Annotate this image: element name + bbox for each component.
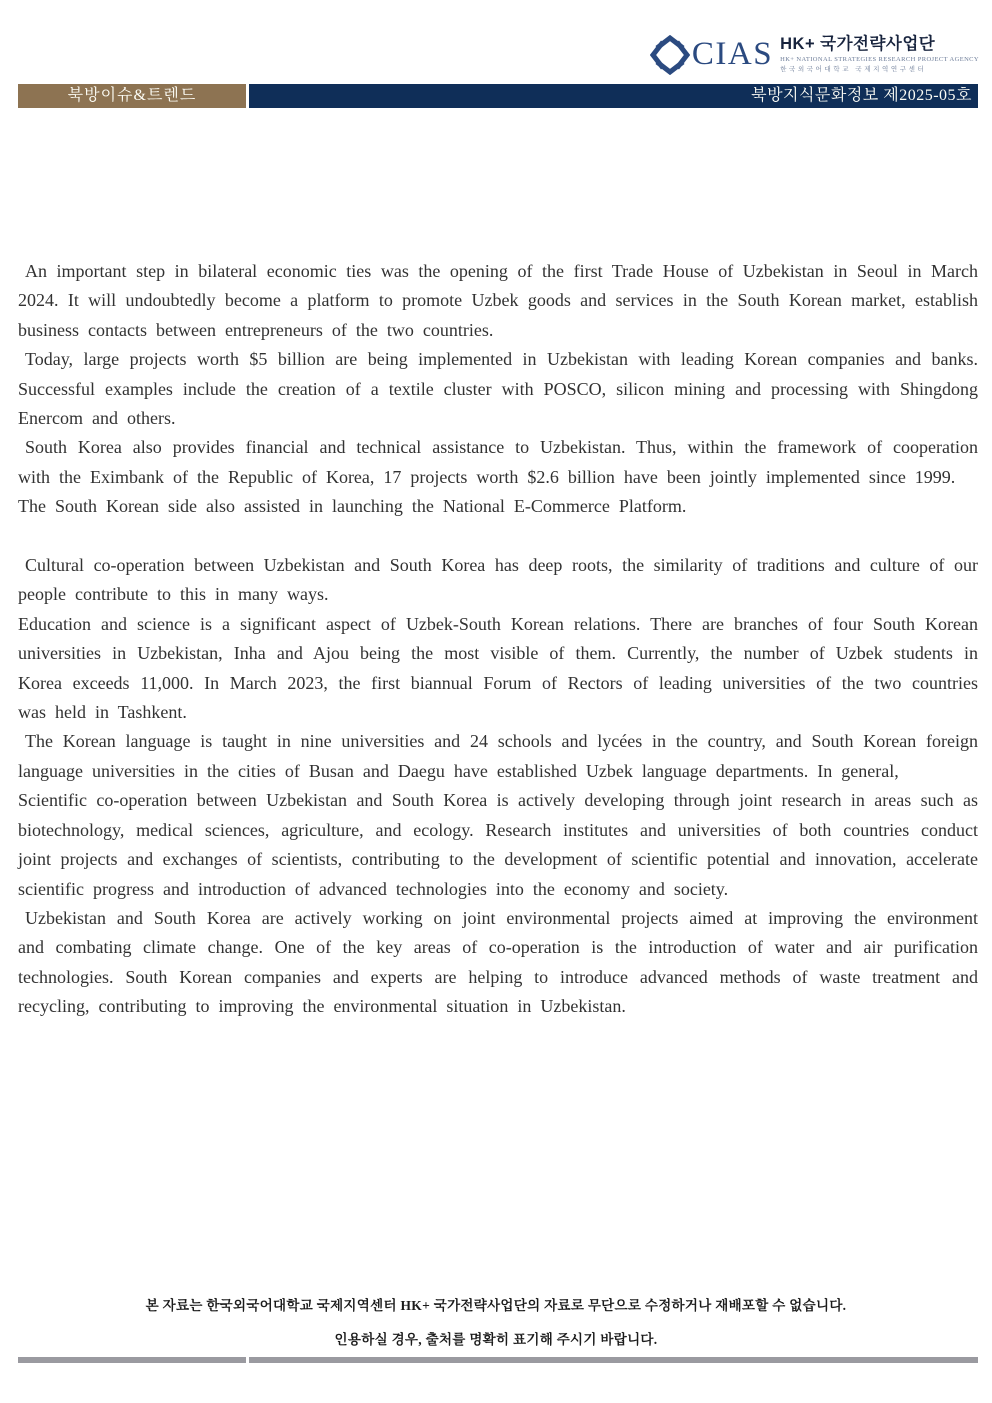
- paragraph: Cultural co-operation between Uzbekistan and South Korea has deep roots, the similarity of traditions and culture of our people contribute to this in many ways.: [18, 555, 978, 605]
- cias-logo-icon: [650, 35, 690, 75]
- paragraph: The South Korean side also assisted in launching the National E-Commerce Platform.: [18, 496, 687, 517]
- cias-logo: [650, 32, 979, 75]
- bottom-divider-right: [249, 1357, 978, 1363]
- logo-org-korean: HK+ 국가전략사업단: [780, 35, 936, 53]
- logo-text-block: [780, 32, 979, 73]
- paragraph: An important step in bilateral economic ties was the opening of the first Trade House of Uzbekistan in Seoul in March 2024. It will undoubtedly become a platform to promote Uzbek goods and services in the South Korean market, establish business contacts between entrepreneurs of the two countries.: [18, 261, 978, 340]
- paragraph: Uzbekistan and South Korea are actively working on joint environmental projects aimed at improving the environment and combating climate change. One of the key areas of co-operation is the introduction of water and air purification technologies. South Korean companies and experts are helping to introduce advanced methods of waste treatment and recycling, contributing to improving the environmental situation in Uzbekistan.: [18, 907, 978, 1017]
- logo-org-subtitle: 한국외국어대학교 국제지역연구센터: [780, 66, 927, 73]
- logo-org-english: HK+ NATIONAL STRATEGIES RESEARCH PROJECT AGENCY: [780, 56, 979, 63]
- header-left-label: 북방이슈&트렌드: [67, 87, 197, 104]
- paragraph: The Korean language is taught in nine universities and 24 schools and lycées in the country, and South Korean foreign language universities in the cities of Busan and Daegu have established Uzbek language departments. In general,: [18, 731, 978, 781]
- article-body: [18, 257, 978, 1022]
- paragraph: Scientific co-operation between Uzbekistan and South Korea is actively developing through joint research in areas such as biotechnology, medical sciences, agriculture, and ecology. Research institutes and universities of both countries conduct joint projects and exchanges of scientists, contributing to the development of scientific potential and innovation, accelerate scientific progress and introduction of advanced technologies into the economy and society.: [18, 790, 978, 899]
- paragraph: South Korea also provides financial and technical assistance to Uzbekistan. Thus, within the framework of cooperation with the Eximbank of the Republic of Korea, 17 projects worth $2.6 billion have been jointly implemented since 1999.: [18, 437, 978, 487]
- footer-line2: 인용하실 경우, 출처를 명확히 표기해 주시기 바랍니다.: [334, 1332, 658, 1347]
- header-right-banner: [249, 84, 978, 108]
- paragraph: Education and science is a significant aspect of Uzbek-South Korean relations. There are branches of four South Korean universities in Uzbekistan, Inha and Ajou being the most visible of them. Currently, the number of Uzbek students in Korea exceeds 11,000. In March 2023, the first biannual Forum of Rectors of leading universities of the two countries was held in Tashkent.: [18, 613, 978, 723]
- paragraph: Today, large projects worth $5 billion are being implemented in Uzbekistan with leading Korean companies and banks. Successful examples include the creation of a textile cluster with POSCO, silicon mining and processing with Shingdong Enercom and others.: [18, 349, 978, 429]
- cias-wordmark: CIAS: [691, 36, 774, 72]
- footer-notice: [0, 1297, 992, 1348]
- bottom-divider-left: [18, 1357, 246, 1363]
- header-right-label: 북방지식문화정보 제2025-05호: [751, 87, 972, 104]
- logo-icon-label: HUFS: [659, 46, 674, 61]
- header-left-banner: [18, 84, 246, 108]
- footer-line1: 본 자료는 한국외국어대학교 국제지역센터 HK+ 국가전략사업단의 자료로 무단으로 수정하거나 재배포할 수 없습니다.: [145, 1298, 847, 1313]
